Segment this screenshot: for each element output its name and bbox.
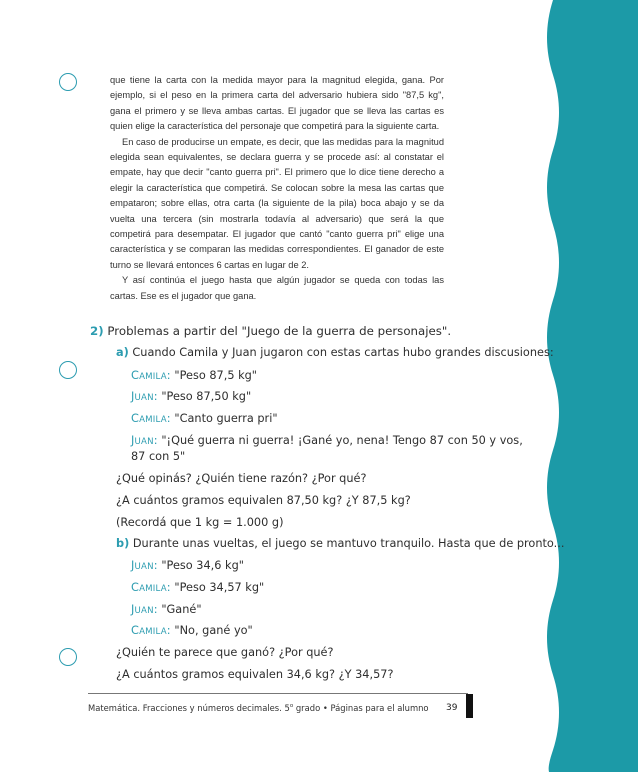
dialogue-line-b2: [131, 581, 264, 596]
dialogue-line-a3: [131, 412, 278, 427]
dialogue-text: "Gané": [161, 603, 202, 616]
part-b-intro-text: Durante unas vueltas, el juego se mantuvo tranquilo. Hasta que de pronto...: [132, 537, 565, 550]
part-a-intro-text: Cuando Camila y Juan jugaron con estas cartas hubo grandes discusiones:: [132, 346, 554, 359]
problem-2-heading: [90, 324, 451, 338]
problem-title: Problemas a partir del "Juego de la guerra de personajes".: [107, 324, 452, 338]
dialogue-text: "No, gané yo": [174, 624, 253, 637]
binder-hole-1: [59, 73, 77, 91]
problem-number: 2): [90, 324, 104, 338]
part-b-label: b): [116, 537, 130, 550]
dialogue-line-a4-continued: 87 con 5": [131, 450, 186, 463]
dialogue-line-b1: [131, 559, 244, 574]
dialogue-text: "Peso 34,6 kg": [161, 559, 244, 572]
part-a-question-2: ¿A cuántos gramos equivalen 87,50 kg? ¿Y 87,5 kg?: [116, 494, 411, 507]
rules-paragraph-2: En caso de producirse un empate, es decir, que las medidas para la magnitud elegida sean equivalentes, se declara guerra y se procede así: al constatar el empate, hay que decir "canto guerra pri". El primero que lo dice tiene derecho a elegir la característica que competirá. Se colocan sobre la mesa las cartas que empataron; sobre ellas, otra carta (la siguiente de la pila) boca abajo y se da vuelta una tercera (sin mostrarla todavía al adversario) que será la que competirá para desempatar. El jugador que cantó "canto guerra pri" elige una característica y se comparan las medidas correspondientes. El ganador de este turno se llevará entonces 6 cartas en lugar de 2.: [110, 136, 444, 270]
dialogue-text: "Peso 87,50 kg": [161, 390, 252, 403]
speaker-name: CAMILA:: [131, 581, 171, 594]
speaker-name: CAMILA:: [131, 369, 171, 382]
dialogue-line-b3: [131, 603, 202, 618]
part-a-question-1: ¿Qué opinás? ¿Quién tiene razón? ¿Por qué?: [116, 472, 367, 485]
dialogue-text: "Peso 87,5 kg": [174, 369, 258, 382]
dialogue-text: "¡Qué guerra ni guerra! ¡Gané yo, nena! Tengo 87 con 50 y vos,: [161, 434, 523, 447]
dialogue-line-a2: [131, 390, 251, 405]
page-number: 39: [446, 703, 458, 713]
speaker-name: CAMILA:: [131, 624, 171, 637]
footer-divider: [88, 693, 468, 694]
part-a-note: (Recordá que 1 kg = 1.000 g): [116, 516, 284, 529]
part-a-intro: [116, 346, 554, 360]
part-b-question-2: ¿A cuántos gramos equivalen 34,6 kg? ¿Y 34,57?: [116, 668, 394, 681]
dialogue-text: "Canto guerra pri": [174, 412, 278, 425]
page-number-marker: [466, 694, 473, 718]
part-b-intro: [116, 537, 564, 551]
part-b-question-1: ¿Quién te parece que ganó? ¿Por qué?: [116, 646, 334, 659]
rules-paragraph-3: Y así continúa el juego hasta que algún jugador se queda con todas las cartas. Ese es el jugador que gana.: [110, 275, 444, 301]
part-a-label: a): [116, 346, 129, 359]
binder-hole-2: [59, 361, 77, 379]
dialogue-line-b4: [131, 624, 253, 639]
speaker-name: JUAN:: [131, 559, 158, 572]
speaker-name: CAMILA:: [131, 412, 171, 425]
dialogue-text: "Peso 34,57 kg": [174, 581, 265, 594]
speaker-name: JUAN:: [131, 434, 158, 447]
speaker-name: JUAN:: [131, 390, 158, 403]
speaker-name: JUAN:: [131, 603, 158, 616]
footer-caption: Matemática. Fracciones y números decimales. 5$^o$ grado • Páginas para el alumno: [88, 703, 429, 713]
dialogue-line-a1: [131, 369, 257, 384]
binder-hole-3: [59, 648, 77, 666]
dialogue-line-a4: [131, 434, 523, 449]
rules-paragraph-1: que tiene la carta con la medida mayor para la magnitud elegida, gana. Por ejemplo, si el peso en la primera carta del adversario hubiera sido "87,5 kg", gana el primero y se lleva ambas cartas. El jugador que se lleva las cartas es quien elige la característica del personaje que competirá para la siguiente carta.: [110, 75, 444, 132]
game-rules-text: [110, 73, 444, 304]
